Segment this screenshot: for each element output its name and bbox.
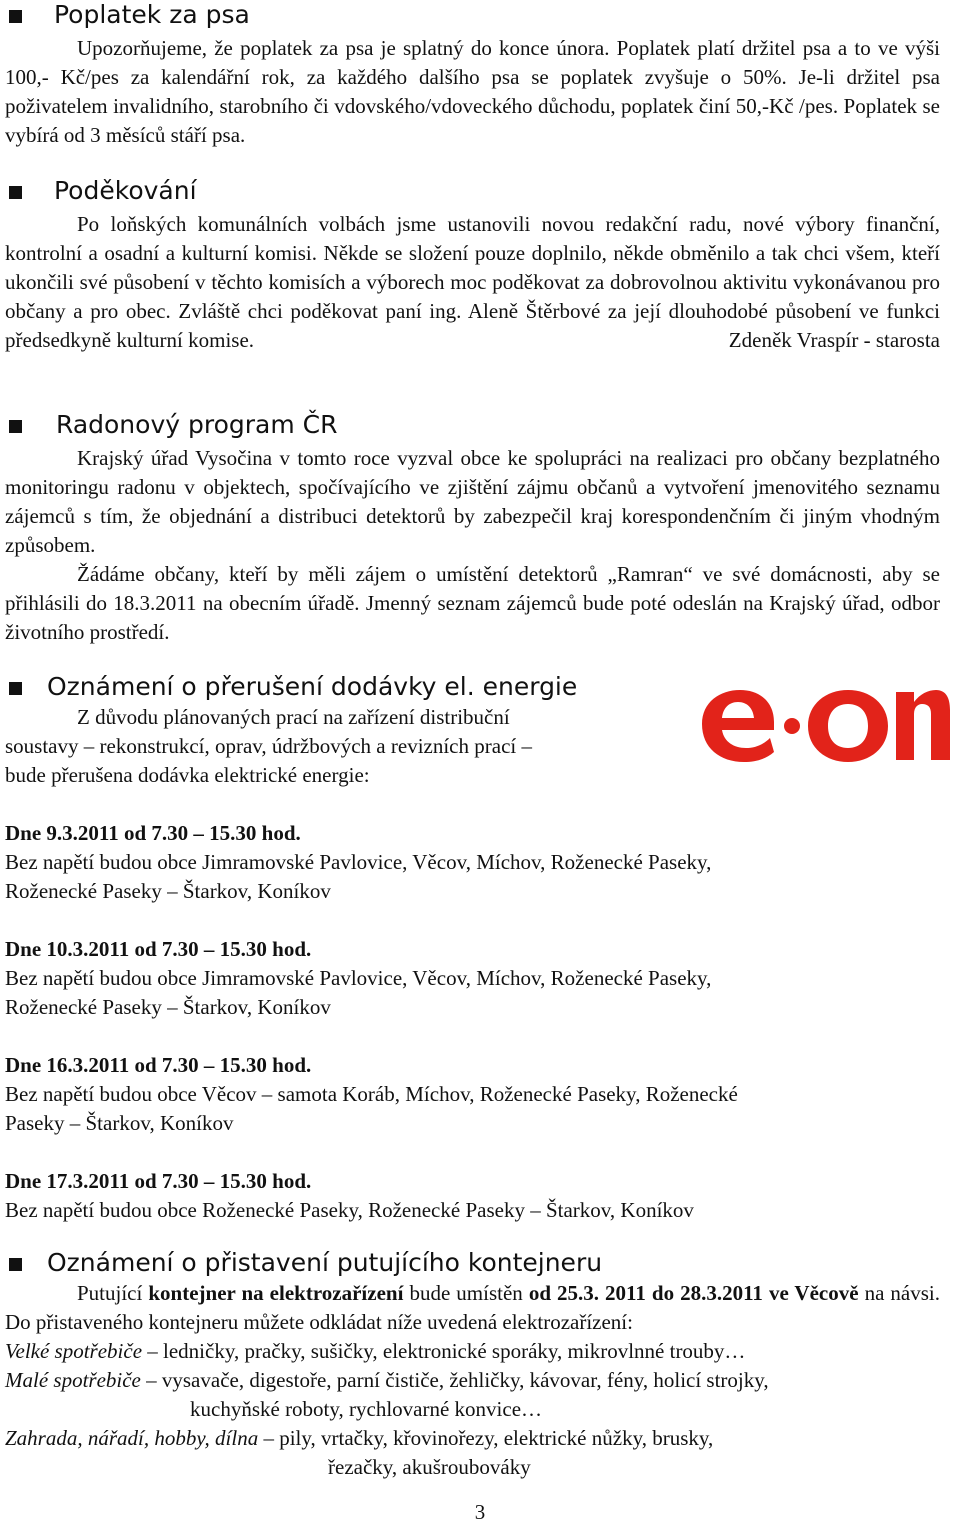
thanks-text [5, 210, 940, 355]
page-number: 3 [474, 1500, 486, 1524]
container-text-b: kontejner na elektrozařízení [148, 1281, 404, 1305]
container-text-a: Putující [77, 1281, 149, 1305]
square-bullet-icon [9, 1258, 22, 1271]
appliance-label: Zahrada, nářadí, hobby, dílna [5, 1426, 259, 1450]
outage-schedule [5, 819, 940, 1225]
radon-text-1: Krajský úřad Vysočina v tomto roce vyzval obce ke spolupráci na realizaci pro občany bezplatného monitoringu radonu v objektech, spočívajícího ve zjištění zájmu občanů a vytvoření jmenovitého seznamu zájemců s tím, že objednání a distribuci detektorů by zabezpečil kraj korespondenčním či jiným vhodným způsobem. [5, 446, 940, 557]
eon-logo [700, 684, 950, 764]
container-section [5, 1248, 940, 1482]
appliance-item-small [5, 1366, 940, 1395]
outage-intro-line: bude přerušena dodávka elektrické energie: [5, 763, 370, 787]
outage-heading: Oznámení o přerušení dodávky el. energie [47, 672, 578, 701]
thanks-section [5, 176, 940, 355]
outage-villages: Paseky – Štarkov, Koníkov [5, 1111, 234, 1135]
outage-villages: Bez napětí budou obce Roženecké Paseky, Roženecké Paseky – Štarkov, Koníkov [5, 1198, 694, 1222]
appliance-label: Malé spotřebiče [5, 1368, 141, 1392]
square-bullet-icon [9, 186, 22, 199]
appliance-text-cont: řezačky, akušroubováky [328, 1455, 531, 1479]
radon-text-2: Žádáme občany, kteří by měli zájem o umístění detektorů „Ramran“ ve své domácnosti, aby se přihlásili do 18.3.2011 na obecním úřadě. Jmenný seznam zájemců bude poté odeslán na Krajský úřad, odbor životního prostředí. [5, 562, 940, 644]
dog-fee-text: Upozorňujeme, že poplatek za psa je splatný do konce února. Poplatek platí držitel psa a to ve výši 100,- Kč/pes za kalendářní rok, za každého dalšího psa se poplatek zvyšuje o 50%. Je-li držitel psa poživatelem invalidního, starobního či vdovského/vdoveckého důchodu, poplatek činí 50,-Kč /pes. Poplatek se vybírá od 3 měsíců stáří psa. [5, 36, 940, 147]
appliance-text: – ledničky, pračky, sušičky, elektronické sporáky, mikrovlnné trouby… [142, 1339, 746, 1363]
outage-intro-line: soustavy – rekonstrukcí, oprav, údržbových a revizních prací – [5, 734, 532, 758]
appliance-label: Velké spotřebiče [5, 1339, 143, 1363]
container-text [5, 1279, 940, 1337]
appliance-text-cont: kuchyňské roboty, rychlovarné konvice… [190, 1397, 543, 1421]
appliance-text: – vysavače, digestoře, parní čističe, žehličky, kávovar, fény, holicí strojky, [140, 1368, 769, 1392]
outage-villages: Bez napětí budou obce Jimramovské Pavlovice, Věcov, Míchov, Roženecké Paseky, [5, 850, 712, 874]
outage-villages: Bez napětí budou obce Věcov – samota Koráb, Míchov, Roženecké Paseky, Roženecké [5, 1082, 738, 1106]
square-bullet-icon [9, 10, 22, 23]
container-heading: Oznámení o přistavení putujícího kontejneru [47, 1248, 603, 1277]
container-text-e: na návsi. Do přistaveného kontejneru můžete odkládat níže uvedená elektrozařízení: [5, 1281, 940, 1334]
square-bullet-icon [9, 420, 22, 433]
outage-villages: Roženecké Paseky – Štarkov, Koníkov [5, 879, 331, 903]
thanks-heading: Poděkování [54, 176, 197, 205]
radon-heading: Radonový program ČR [56, 410, 338, 439]
appliance-text: – pily, vrtačky, křovinořezy, elektrické nůžky, brusky, [258, 1426, 714, 1450]
dog-fee-heading-row [5, 0, 940, 34]
outage-villages: Roženecké Paseky – Štarkov, Koníkov [5, 995, 331, 1019]
appliance-list [5, 1337, 940, 1482]
outage-date: Dne 16.3.2011 od 7.30 – 15.30 hod. [5, 1053, 312, 1077]
dog-fee-heading: Poplatek za psa [54, 0, 250, 29]
outage-date: Dne 17.3.2011 od 7.30 – 15.30 hod. [5, 1169, 312, 1193]
thanks-heading-row [5, 176, 940, 210]
outage-villages: Bez napětí budou obce Jimramovské Pavlovice, Věcov, Míchov, Roženecké Paseky, [5, 966, 712, 990]
signature: Zdeněk Vraspír - starosta [728, 328, 940, 352]
appliance-item-big [5, 1337, 940, 1366]
dog-fee-section [5, 0, 940, 150]
container-heading-row [5, 1248, 940, 1282]
outage-date: Dne 10.3.2011 od 7.30 – 15.30 hod. [5, 937, 312, 961]
container-text-d: od 25.3. 2011 do 28.3.2011 ve Věcově [528, 1281, 859, 1305]
square-bullet-icon [9, 682, 22, 695]
outage-intro-line: Z důvodu plánovaných prací na zařízení distribuční [77, 705, 510, 729]
thanks-body: Po loňských komunálních volbách jsme ustanovili novou redakční radu, nové výbory finanční, kontrolní a osadní a kulturní komisi. Někde se složení pouze doplnilo, někde obměnilo a tak chci všem, kteří ukončili své působení v těchto komisích a výborech moc poděkovat za dobrovolnou aktivitu vykonávanou pro občany a pro obec. Zvláště chci poděkovat paní ing. Aleně Štěrbové za její dlouhodobé působení ve funkci předsedkyně kulturní komise. [5, 212, 940, 352]
container-text-c: bude umístěn [403, 1281, 529, 1305]
outage-date: Dne 9.3.2011 od 7.30 – 15.30 hod. [5, 821, 301, 845]
radon-section [5, 410, 940, 647]
appliance-item-garden [5, 1424, 940, 1453]
radon-heading-row [5, 410, 940, 444]
